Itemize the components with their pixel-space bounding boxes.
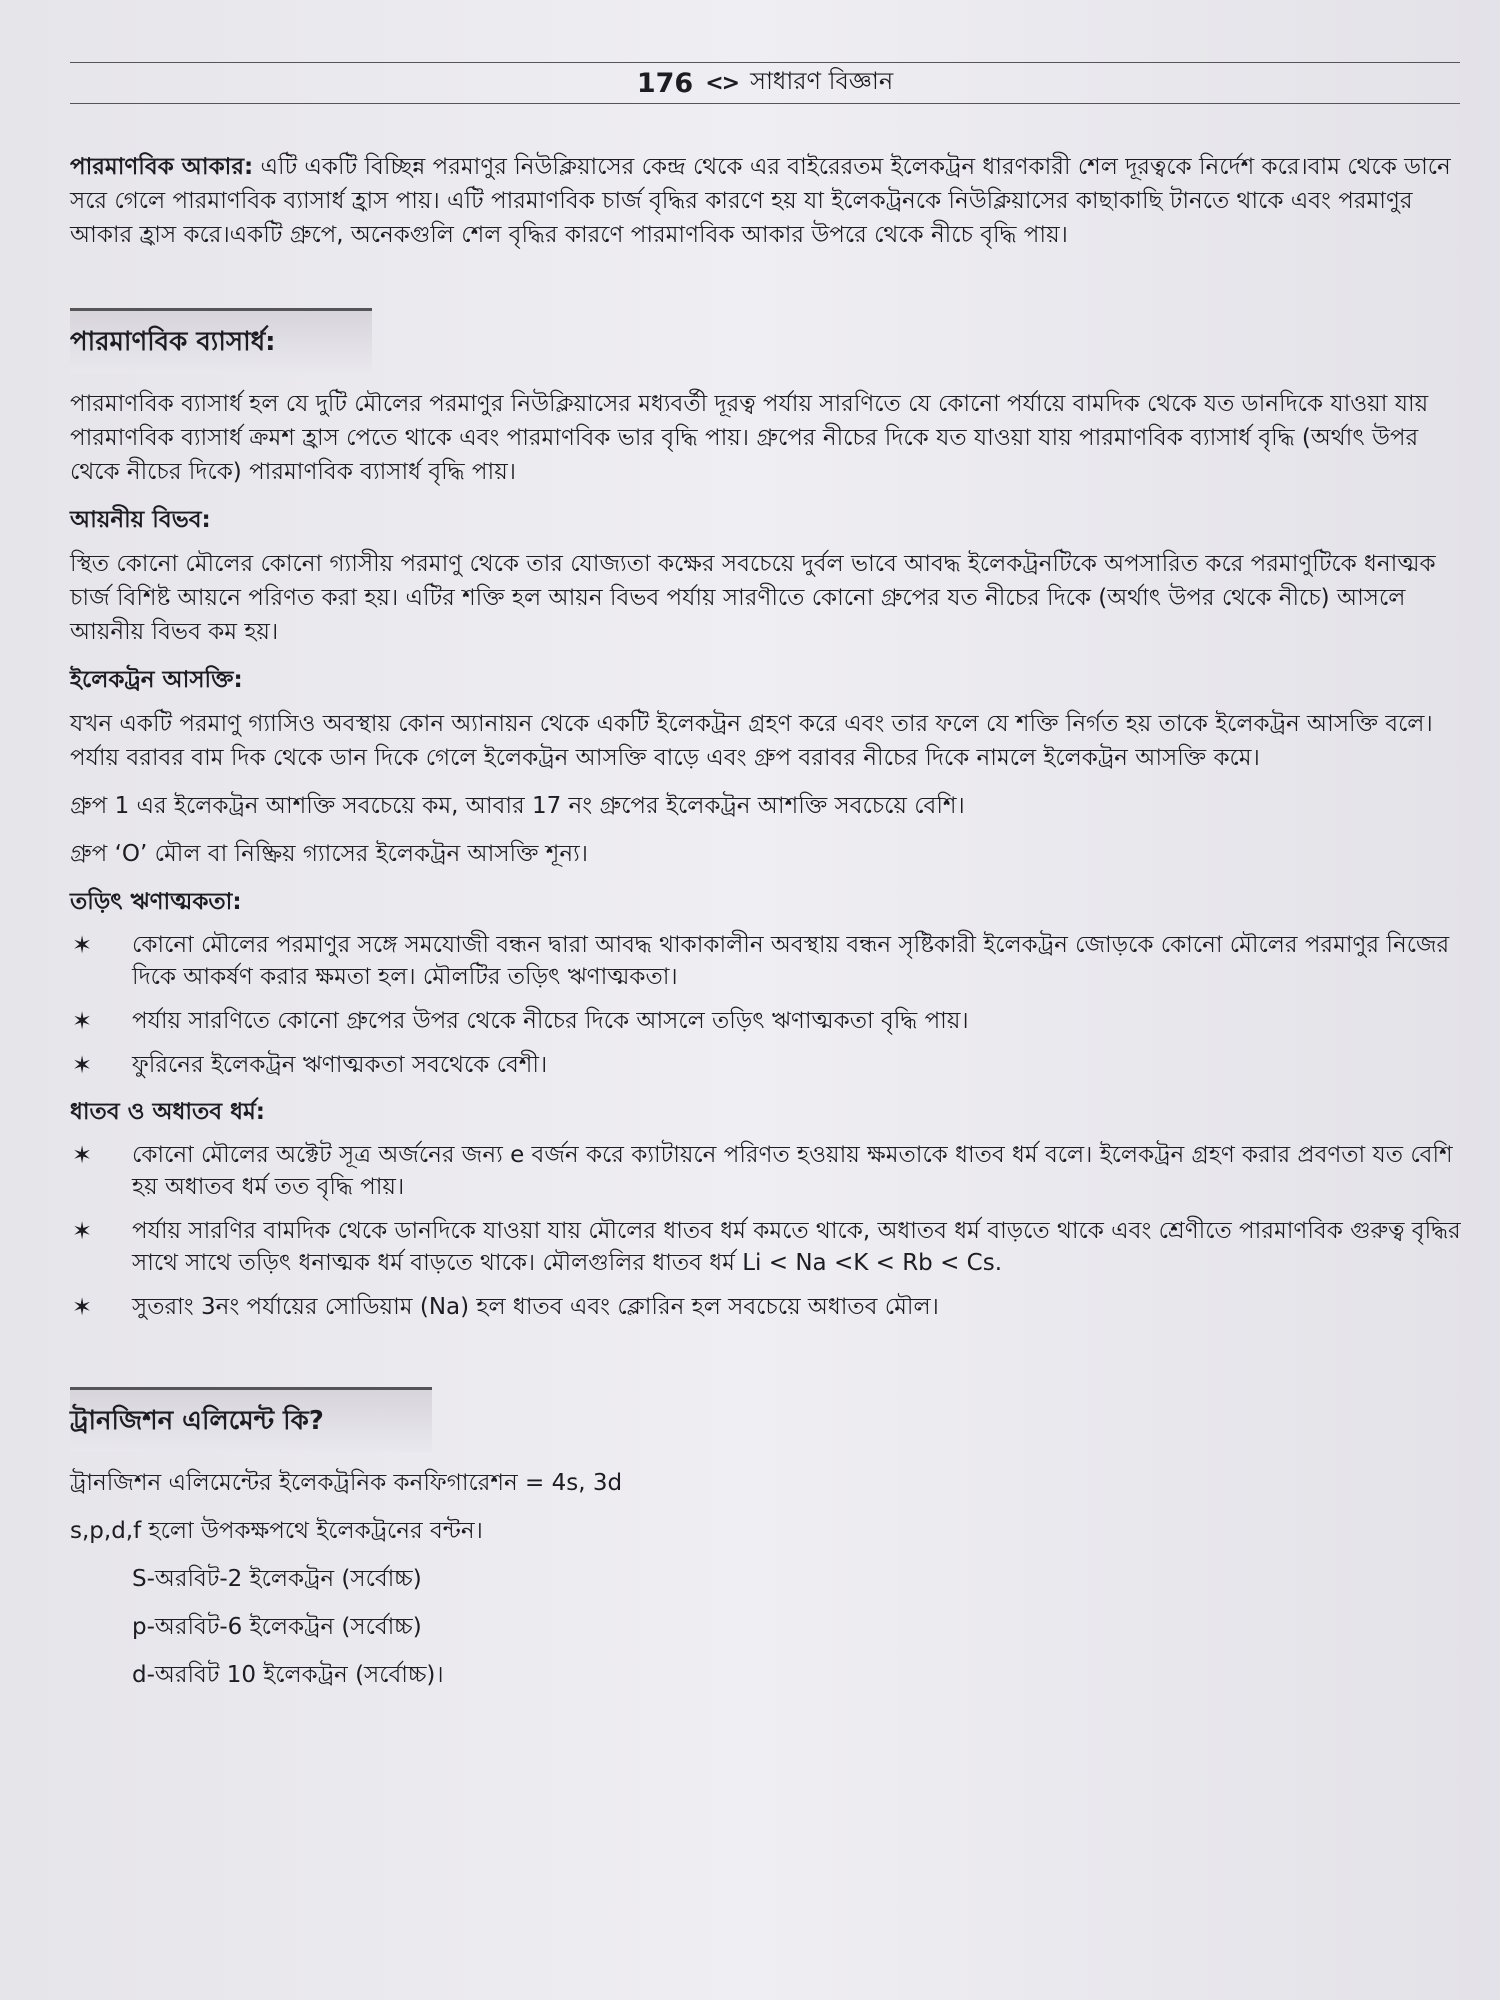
ionization-heading: আয়নীয় বিভব: (70, 507, 211, 533)
electron-affinity-line2: গ্রুপ 1 এর ইলেকট্রন আশক্তি সবচেয়ে কম, আবার 17 নং গ্রুপের ইলেকট্রন আশক্তি সবচেয়ে বেশি। (70, 793, 965, 819)
electron-affinity-line3: গ্রুপ ‘O’ মৌল বা নিষ্ক্রিয় গ্যাসের ইলেকট্রন আসক্তি শূন্য। (70, 841, 589, 867)
book-title: সাধারণ বিজ্ঞান (750, 67, 894, 95)
list-item: ✶ কোনো মৌলের অক্টেট সূত্র অর্জনের জন্য e বর্জন করে ক্যাটায়নে পরিণত হওয়ায় ক্ষমতাকে ধাতব ধর্ম বলে। ইলেকট্রন গ্রহণ করার প্রবণতা যত বেশি হয় অধাতব ধর্ম তত বৃদ্ধি পায়। (72, 1141, 1453, 1200)
atomic-size-text: এটি একটি বিচ্ছিন্ন পরমাণুর নিউক্লিয়াসের কেন্দ্র থেকে এর বাইরেরতম ইলেকট্রন ধারণকারী শেল দূরত্বকে নির্দেশ করে।বাম থেকে ডানে সরে গেলে পারমাণবিক ব্যাসার্ধ হ্রাস পায়। এটি পারমাণবিক চার্জ বৃদ্ধির কারণে হয় যা ইলেকট্রনকে নিউক্লিয়াসের কাছাকাছি টানতে থাকে এবং পরমাণুর আকার হ্রাস করে।একটি গ্রুপে, অনেকগুলি শেল বৃদ্ধির কারণে পারমাণবিক আকার উপরে থেকে নীচে বৃদ্ধি পায়। (70, 154, 1451, 248)
electronegativity-heading: তড়িৎ ঋণাত্মকতা: (70, 889, 242, 915)
atomic-radius-heading: পারমাণবিক ব্যাসার্ধ: (70, 308, 372, 373)
star-bullet-icon: ✶ (72, 1141, 93, 1169)
s-orbit-line: S-অরবিট-2 ইলেকট্রন (সর্বোচ্চ) (132, 1566, 422, 1592)
transition-spdf: s,p,d,f হলো উপকক্ষপথে ইলেকট্রনের বন্টন। (70, 1518, 483, 1544)
star-bullet-icon: ✶ (72, 1293, 93, 1321)
list-item: ✶ সুতরাং 3নং পর্যায়ের সোডিয়াম (Na) হল ধাতব এবং ক্লোরিন হল সবচেয়ে অধাতব মৌল। (72, 1293, 939, 1321)
d-orbit-line: d-অরবিট 10 ইলেকট্রন (সর্বোচ্চ)। (132, 1662, 444, 1688)
metallic-heading: ধাতব ও অধাতব ধর্ম: (70, 1099, 265, 1125)
atomic-size-paragraph (70, 150, 1470, 252)
list-item: ✶ কোনো মৌলের পরমাণুর সঙ্গে সমযোজী বন্ধন দ্বারা আবদ্ধ থাকাকালীন অবস্থায় বন্ধন সৃষ্টিকারী ইলেকট্রন জোড়কে কোনো মৌলের পরমাণুর নিজের দিকে আকর্ষণ করার ক্ষমতা হল। মৌলটির তড়িৎ ঋণাত্মকতা। (72, 931, 1450, 990)
page-content (70, 150, 1470, 1706)
atomic-radius-text: পারমাণবিক ব্যাসার্ধ হল যে দুটি মৌলের পরমাণুর নিউক্লিয়াসের মধ্যবর্তী দূরত্ব পর্যায় সারণিতে যে কোনো পর্যায়ে বামদিক থেকে যত ডানদিকে যাওয়া যায় পারমাণবিক ব্যাসার্ধ ক্রমশ হ্রাস পেতে থাকে এবং পারমাণবিক ভার বৃদ্ধি পায়। গ্রুপের নীচের দিকে যত যাওয়া যায় পারমাণবিক ব্যাসার্ধ বৃদ্ধি (অর্থাৎ উপর থেকে নীচের দিকে) পারমাণবিক ব্যাসার্ধ বৃদ্ধি পায়। (70, 391, 1429, 485)
transition-config: ট্রানজিশন এলিমেন্টের ইলেকট্রনিক কনফিগারেশন = 4s, 3d (70, 1470, 623, 1496)
transition-heading: ট্রানজিশন এলিমেন্ট কি? (70, 1387, 432, 1452)
electron-affinity-heading: ইলেকট্রন আসক্তি: (70, 667, 243, 693)
star-bullet-icon: ✶ (72, 1007, 93, 1035)
list-item: ✶ ফুরিনের ইলেকট্রন ঋণাত্মকতা সবথেকে বেশী। (72, 1051, 548, 1079)
page-number: 176 (636, 67, 694, 99)
electronegativity-list (70, 929, 1470, 1081)
list-item: ✶ পর্যায় সারণির বামদিক থেকে ডানদিকে যাওয়া যায় মৌলের ধাতব ধর্ম কমতে থাকে, অধাতব ধর্ম বাড়তে থাকে এবং শ্রেণীতে পারমাণবিক গুরুত্ব বৃদ্ধির সাথে সাথে তড়িৎ ধনাত্মক ধর্ম বাড়তে থাকে। মৌলগুলির ধাতব ধর্ম Li < Na <K < Rb < Cs. (72, 1217, 1461, 1276)
metallic-list (70, 1139, 1470, 1323)
atomic-size-lead: পারমাণবিক আকার: (70, 154, 254, 180)
electron-affinity-text: যখন একটি পরমাণু গ্যাসিও অবস্থায় কোন অ্যানায়ন থেকে একটি ইলেকট্রন গ্রহণ করে এবং তার ফলে যে শক্তি নির্গত হয় তাকে ইলেকট্রন আসক্তি বলে। পর্যায় বরাবর বাম দিক থেকে ডান দিকে গেলে ইলেকট্রন আসক্তি বাড়ে এবং গ্রুপ বরাবর নীচের দিকে নামলে ইলেকট্রন আসক্তি কমে। (70, 711, 1433, 771)
star-bullet-icon: ✶ (72, 1051, 93, 1079)
star-bullet-icon: ✶ (72, 1217, 93, 1245)
p-orbit-line: p-অরবিট-6 ইলেকট্রন (সর্বোচ্চ) (132, 1614, 422, 1640)
page-header (70, 62, 1460, 104)
ionization-text: স্থিত কোনো মৌলের কোনো গ্যাসীয় পরমাণু থেকে তার যোজ্যতা কক্ষের সবচেয়ে দুর্বল ভাবে আবদ্ধ ইলেকট্রনটিকে অপসারিত করে পরমাণুটিকে ধনাত্মক চার্জ বিশিষ্ট আয়নে পরিণত করা হয়। এটির শক্তি হল আয়ন বিভব পর্যায় সারণীতে কোনো গ্রুপের যত নীচের দিকে (অর্থাৎ উপর থেকে নীচে) আসলে আয়নীয় বিভব কম হয়। (70, 551, 1436, 645)
star-bullet-icon: ✶ (72, 931, 93, 959)
header-arrows: <> (705, 70, 739, 96)
list-item: ✶ পর্যায় সারণিতে কোনো গ্রুপের উপর থেকে নীচের দিকে আসলে তড়িৎ ঋণাত্মকতা বৃদ্ধি পায়। (72, 1007, 969, 1035)
